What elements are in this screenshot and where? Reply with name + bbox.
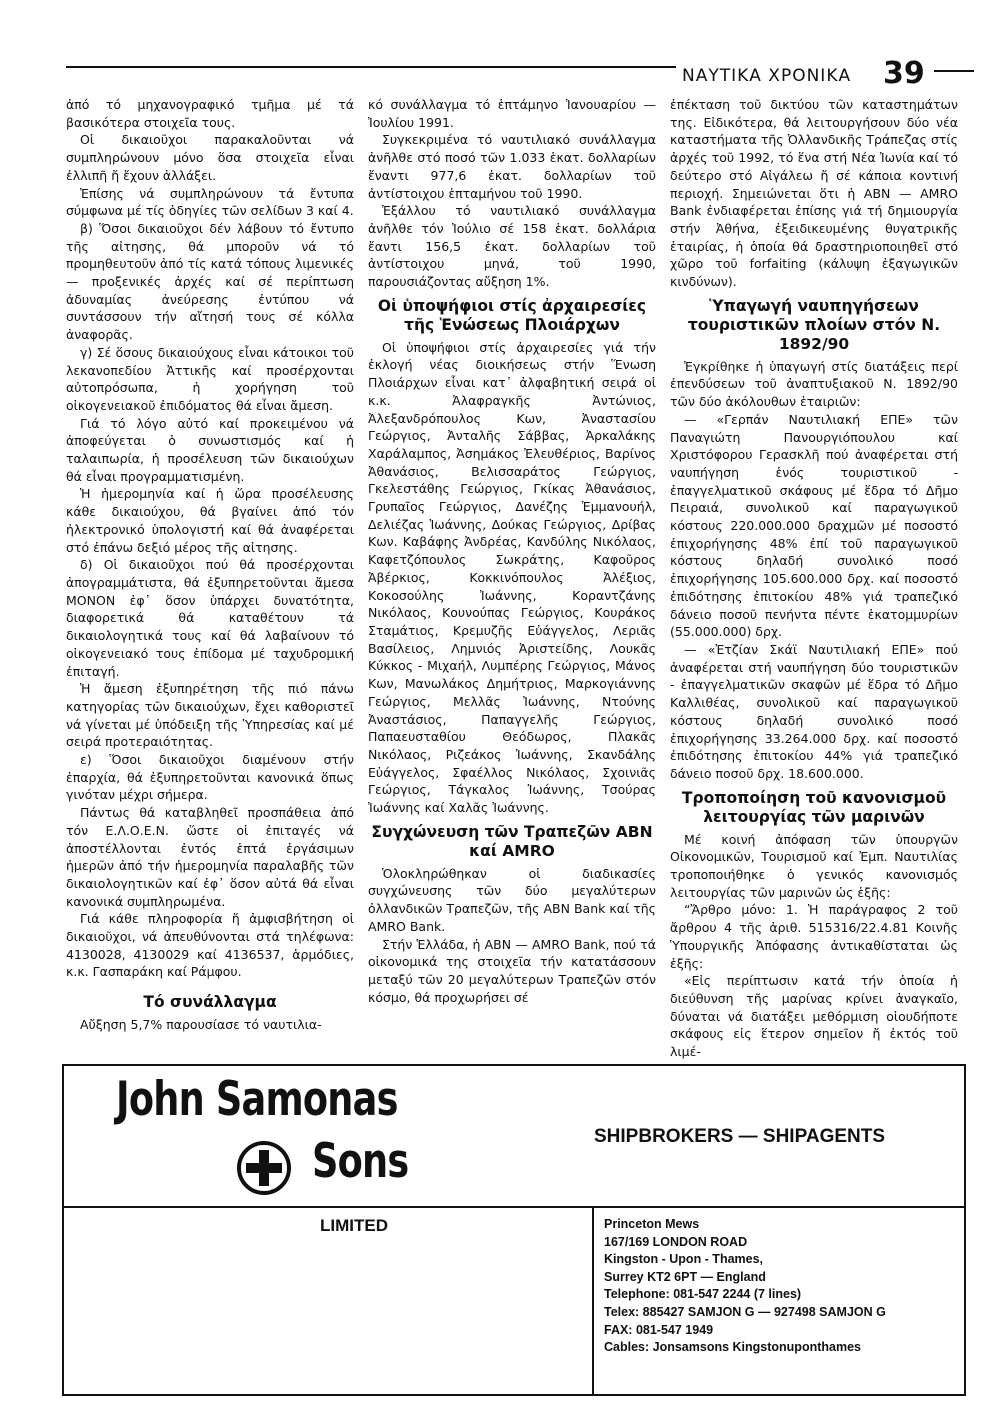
column-1 (66, 96, 354, 1034)
ad-address-line: 167/169 LONDON ROAD (604, 1234, 748, 1249)
header-rule-right (934, 70, 974, 72)
page-number: 39 (883, 56, 925, 91)
ad-cables: Cables: Jonsamsons Kingstonuponthames (604, 1340, 861, 1355)
ad-address-block (604, 1216, 886, 1357)
paragraph: Γιά κάθε πληροφορία ἤ ἀμφισβήτηση οἱ δικαιοῦχοι, νά ἀπευθύνονται στά τηλέφωνα: 4130028, 4130029 καί 4136537, ἁρμόδιες, κ.κ. Γασπαράκη καί Ράμφου. (66, 911, 354, 980)
ad-company-name: John Samonas (116, 1072, 398, 1127)
paragraph: Συγκεκριμένα τό ναυτιλιακό συνάλλαγμα ἀνῆλθε στό ποσό τῶν 1.033 ἑκατ. δολλαρίων ἔναντι 977,6 ἑκατ. δολλαρίων τοῦ ἀντίστοιχου ἑπταμήνου τοῦ 1990. (368, 132, 656, 201)
paragraph: ἀπό τό μηχανογραφικό τμῆμα μέ τά βασικότερα στοιχεῖα τους. (66, 97, 354, 130)
ad-company-name-sons: Sons (312, 1134, 409, 1189)
paragraph: Οἱ ὑποψήφιοι στίς ἀρχαιρεσίες γιά τήν ἐκλογή νέας διοικήσεως στήν Ἕνωση Πλοιάρχων εἶναι κατ᾿ ἀλφαβητική σειρά οἱ κ.κ. Ἀλαφραγκῆς Ἀντώνιος, Ἀλεξανδρόπουλος Κων, Ἀναστασίου Γεώργιος, Ἀνταλῆς Σάββας, Ἀρκαλάκης Χαράλαμπος, Ἀσημάκος Ἐλευθέριος, Βαρίνος Ἀθανάσιος, Βελισσαράτος Γεώργιος, Γκελεστάθης Γεώργιος, Γκίκας Ἀθανάσιος, Γρυπαῖος Γεώργιος, Δανέζης Ἐμμανουήλ, Δελιέζας Ἰωάννης, Δούκας Γεώργιος, Δρίβας Κων. Καβάφης Ἀνδρέας, Κανδύλης Νικόλαος, Καφετζόπουλος Σωκράτης, Καφοῦρος Ἀβέρκιος, Κοκκινόπουλος Ἀλέξιος, Κοκοσούλης Ἰωάννης, Κοραντζάνης Νικόλαος, Κουνούπας Γεώργιος, Κουράκος Σταμάτιος, Κρεμυζῆς Εὐάγγελος, Λεριᾶς Βασίλειος, Λημνιός Ἀριστείδης, Λουκᾶς Κύκκος - Μιχαήλ, Λυμπέρης Γεώργιος, Μάνος Κων, Μανωλάκος Δημήτριος, Μαρκογιάννης Γεώργιος, Μελλᾶς Ἰωάννης, Ντούνης Ἀναστάσιος, Παπαγγελῆς Γεώργιος, Παπαευσταθίου Θεόδωρος, Πλακᾶς Νικόλαος, Ριζεάκος Ἰωάννης, Σκανδάλης Εὐάγγελος, Σφαέλλος Νικόλαος, Σχοινιᾶς Γεώργιος, Τάγκαλος Ἰωάννης, Τσούρας Ἰωάννης καί Χαλᾶς Ἰωάννης. (368, 339, 656, 816)
paragraph: Πάντως θά καταβληθεῖ προσπάθεια ἀπό τόν Ε.Λ.Ο.Ε.Ν. ὥστε οἱ ἐπιταγές νά ἀποστέλλονται ἐντός ἑπτά ἐργάσιμων ἡμερῶν ἀπό τήν ἡμερομηνία παραλαβῆς τῶν δικαιολογητικῶν καί ἐφ᾿ ὅσον αὐτά θά εἶναι κανονικά συμπληρωμένα. (66, 805, 354, 909)
ad-limited: LIMITED (320, 1216, 388, 1235)
plus-in-circle-icon (236, 1140, 292, 1196)
paragraph: Ἡ ἡμερομηνία καί ἡ ὥρα προσέλευσης κάθε δικαιούχου, θά βγαίνει ἀπό τόν ἠλεκτρονικό ὑπολογιστή καί θά ἀναφέρεται στό ἐπάνω δεξιό μέρος τῆς αἰτησης. (66, 486, 354, 555)
paragraph: Ἐξάλλου τό ναυτιλιακό συνάλλαγμα ἀνῆλθε τόν Ἰούλιο σέ 158 ἑκατ. δολλάρια ἔαντι 156,5 ἑκατ. δολλαρίων τοῦ ἀντίστοιχου μηνά, τοῦ 1990, παρουσιάζοντας αὔξηση 1%. (368, 203, 656, 290)
ad-address-line: Princeton Mews (604, 1217, 700, 1231)
paragraph: “Ἄρθρο μόνο: 1. Ἡ παράγραφος 2 τοῦ ἄρθρου 4 τῆς ἀριθ. 515316/22.4.81 Κοινῆς Ὑπουργικῆς Ἀπόφασης ἀντικαθίσταται ὡς ἑξῆς: (670, 902, 958, 971)
ad-vertical-divider (592, 1206, 594, 1394)
section-heading-bank-merger: Συγχώνευση τῶν Τραπεζῶν ABN καί AMRO (371, 822, 653, 860)
magazine-title: ΝΑΥΤΙΚΑ ΧΡΟΝΙΚΑ (682, 66, 852, 86)
section-heading-currency: Τό συνάλλαγμα (143, 993, 277, 1012)
ad-divider (64, 1206, 964, 1208)
paragraph: Γιά τό λόγο αὐτό καί προκειμένου νά ἀποφεύγεται ὁ συνωστισμός καί ἡ ταλαιπωρία, ἡ προσέλευση τῶν δικαιούχων θά εἶναι προγραμματισμένη. (66, 415, 354, 484)
section-heading-candidates: Οἱ ὑποψήφιοι στίς ἀρχαιρεσίες τῆς Ἑνώσεως Πλοιάρχων (377, 296, 647, 334)
paragraph: β) Ὅσοι δικαιοῦχοι δέν λάβουν τό ἔντυπο τῆς αἰτησης, θά μποροῦν νά τό προμηθευτοῦν ἀπό τίς κατά τόπους λιμενικές — προξενικές ἀρχές καί σέ περίπτωση ἀδυναμίας ἀνεύρεσης ἐντύπου νά συντάσσουν τήν αἴτησή τους σέ κόλλα ἀναφορᾶς. (66, 220, 354, 343)
ad-address-line: Surrey KT2 6PT — England (604, 1269, 766, 1284)
paragraph: Ἡ ἄμεση ἐξυπηρέτηση τῆς πιό πάνω κατηγορίας τῶν δικαιούχων, ἔχει καθοριστεῖ νά γίνεται μέ ὑπόδειξη τῆς Ὑπηρεσίας καί μέ σειρά προτεραιότητας. (66, 681, 354, 750)
advertisement-box (62, 1064, 966, 1396)
paragraph: Στήν Ἑλλάδα, ἡ ABN — AMRO Bank, πού τά οἰκονομικά της στοιχεῖα τήν κατατάσσουν μεταξύ τῶν 20 μεγαλύτερων Τραπεζῶν στόν κόσμο, θά προχωρήσει σέ (368, 936, 656, 1005)
paragraph: «Εἰς περίπτωσιν κατά τήν ὁποία ἡ διεύθυνση τῆς μαρίνας κρίνει ἀναγκαῖο, δύναται νά διατάξει μεθόρμιση οἱουδήποτε σκάφους εἰς ἕτερον σημεῖον ἤ ἐκτός τοῦ λιμέ- (670, 973, 958, 1060)
paragraph: Οἱ δικαιοῦχοι παρακαλοῦνται νά συμπληρώνουν μόνο ὅσα στοιχεῖα εἶναι ἐλλιπῆ ἤ ἔχουν ἀλλάξει. (66, 132, 354, 183)
paragraph: Αὔξηση 5,7% παρουσίασε τό ναυτιλια- (80, 1017, 322, 1033)
paragraph: γ) Σέ ὅσους δικαιούχους εἶναι κάτοικοι τοῦ λεκανοπεδίου Ἀττικῆς καί προσέρχονται αὐτοπρόσωπα, ἡ χορήγηση τοῦ οἰκογενειακοῦ ἐπιδόματος θά εἶναι ἄμεση. (66, 344, 354, 413)
ad-fax: FAX: 081-547 1949 (604, 1322, 714, 1337)
paragraph: ἐπέκταση τοῦ δικτύου τῶν καταστημάτων της. Εἰδικότερα, θά λειτουργήσουν δύο νέα καταστήματα τῆς Ὀλλανδικῆς Τράπεζας στίς ἀρχές τοῦ 1992, τό ἕνα στή Νέα Ἰωνία καί τό δεύτερο στό Αἰγάλεω ἤ σέ κάποια κοντινή περιοχή. Σημειώνεται ὅτι ἡ ABN — AMRO Bank ἐνδιαφέρεται ἐπίσης γιά τή δημιουργία στήν Ἀθήνα, ἐξειδικευμένης θυγατρικῆς ἑταιρίας, ἡ ὁποία θά δραστηριοποιηθεῖ στό χῶρο τοῦ forfaiting (κάλυψη ἐξαγωγικῶν κινδύνων). (670, 97, 958, 290)
paragraph: — «Ἐτζίαν Σκάϊ Ναυτιλιακή ΕΠΕ» πού ἀναφέρεται στή ναυπήγηση δύο τουριστικῶν - ἐπαγγελματικῶν σκαφῶν μέ ἕδρα τό Δῆμο Καλλιθέας, συνολικοῦ καί παραγωγικοῦ κόστους δηλαδή συνολικό ποσό ἐπιχορήγησης 33.264.000 δρχ. καί ποσοστό ἐπιδότησης ἐπιτοκίου 44% γιά τραπεζικό δάνειο ποσοῦ δρχ. 18.600.000. (670, 641, 958, 781)
ad-tagline: SHIPBROKERS — SHIPAGENTS (594, 1126, 886, 1147)
section-heading-marinas: Τροποποίηση τοῦ κανονισμοῦ λειτουργίας τῶν μαρινῶν (681, 788, 947, 826)
paragraph: δ) Οἱ δικαιοῦχοι πού θά προσέρχονται ἀπογραμμάτιστα, θά ἐξυπηρετοῦνται ἄμεσα ΜΟΝΟΝ ἐφ᾿ ὅσον ὑπάρχει δυνατότητα, διαφορετικά θά καταθέτουν τά δικαιολογητικά τους καί θά λαβαίνουν τό οἰκογενειακό τους ἐπίδομα μέ ταχυδρομική ἐπιταγή. (66, 557, 354, 679)
ad-telephone: Telephone: 081-547 2244 (7 lines) (604, 1287, 802, 1302)
column-3 (670, 96, 958, 1061)
paragraph: κό συνάλλαγμα τό ἑπτάμηνο Ἰανουαρίου — Ἰουλίου 1991. (368, 97, 656, 130)
paragraph: Ἐπίσης νά συμπληρώνουν τά ἔντυπα σύμφωνα μέ τίς ὁδηγίες τῶν σελίδων 3 καί 4. (66, 185, 354, 219)
paragraph: ε) Ὅσοι δικαιοῦχοι διαμένουν στήν ἐπαρχία, θά ἐξυπηρετοῦνται κανονικά ὅπως γινόταν μέχρι σήμερα. (66, 752, 354, 803)
paragraph: — «Γερπάν Ναυτιλιακή ΕΠΕ» τῶν Παναγιώτη Πανουργιόπουλου καί Χριστόφορου Γερασκλῆ πού ἀναφέρεται στή ναυπήγηση ἑνός τουριστικοῦ - ἐπαγγελματικοῦ σκάφους μέ ἕδρα τό Δῆμο Πειραιά, συνολικοῦ καί παραγωγικοῦ κόστους 220.000.000 δραχμῶν μέ ποσοστό ἐπιχορήγησης 48% ἐπί τοῦ παραγωγικοῦ κόστους δηλαδή συνολικό ποσό ἐπιχορήγησης 105.600.000 δρχ. καί ποσοστό ἐπιδότησης ἐπιτοκίου 48% γιά τραπεζικό δάνειο ποσοῦ πενήντα πέντε ἑκατομμυρίων (55.000.000) δρχ. (670, 411, 958, 640)
paragraph: Ἐγκρίθηκε ἡ ὑπαγωγή στίς διατάξεις περί ἐπενδύσεων τοῦ ἀναπτυξιακοῦ Ν. 1892/90 τῶν δύο ἀκόλουθων ἑταιριῶν: (670, 358, 958, 410)
paragraph: Μέ κοινή ἀπόφαση τῶν ὑπουργῶν Οἰκονομικῶν, Τουρισμοῦ καί Ἐμπ. Ναυτιλίας τροποποιήθηκε ὁ γενικός κανονισμός λειτουργίας τῶν μαρινῶν ὡς ἑξῆς: (670, 831, 958, 900)
column-2 (368, 96, 656, 1006)
ad-address-line: Kingston - Upon - Thames, (604, 1252, 764, 1267)
paragraph: Ὁλοκληρώθηκαν οἱ διαδικασίες συγχώνευσης τῶν δύο μεγαλύτερων ὀλλανδικῶν Τραπεζῶν, τῆς ABN Bank καί τῆς AMRO Bank. (368, 865, 656, 934)
header-rule-left (66, 66, 676, 68)
ad-telex: Telex: 885427 SAMJON G — 927498 SAMJON G (604, 1304, 886, 1319)
section-heading-shipbuilding: Ὑπαγωγή ναυπηγήσεων τουριστικῶν πλοίων στόν Ν. 1892/90 (687, 296, 941, 353)
